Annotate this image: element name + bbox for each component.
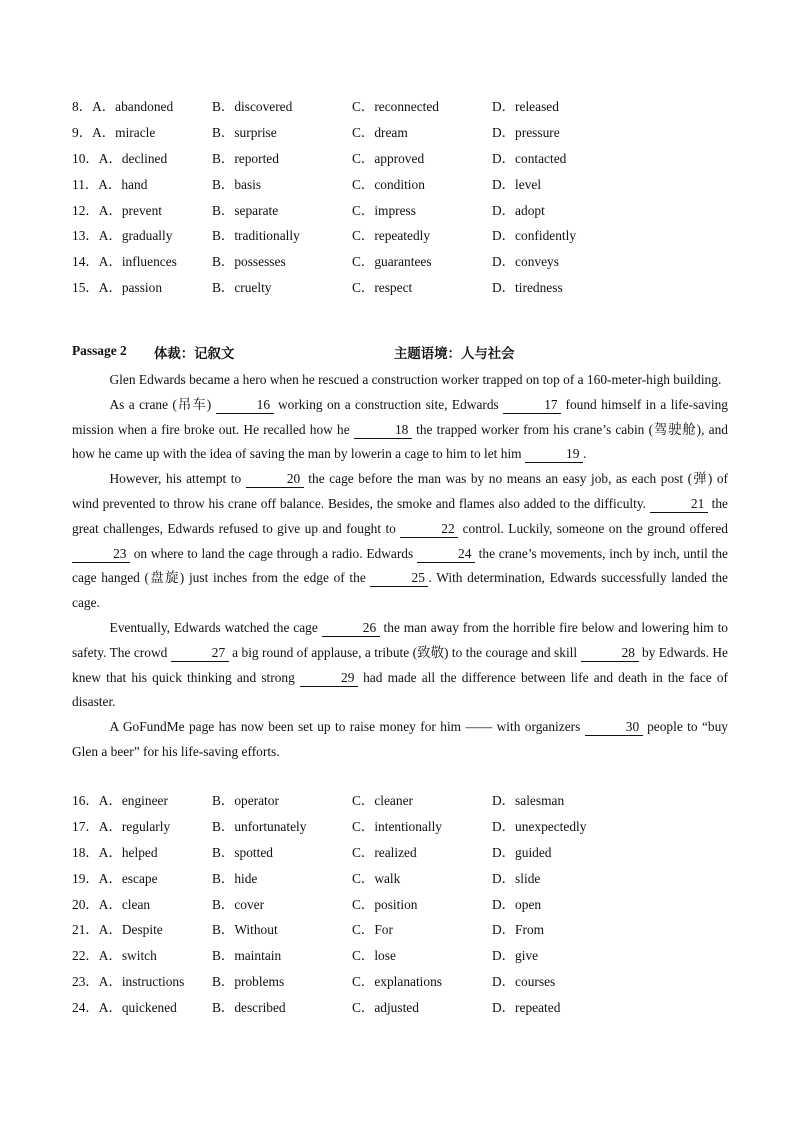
question-number: 14． <box>72 254 99 270</box>
passage-text-run: . With determination, Edwards successfully landed the cage. <box>72 570 728 611</box>
option-a-text: A．miracle <box>92 124 156 140</box>
option-a <box>72 919 163 938</box>
option-a-text: A．passion <box>98 280 163 296</box>
option-a <box>72 971 184 990</box>
blank-28: 28 <box>581 645 639 662</box>
option-a <box>72 894 150 913</box>
option-c: C．dream <box>352 124 408 140</box>
passage-text-run: working on a construction site, Edwards <box>273 396 504 412</box>
question-row <box>72 251 732 277</box>
option-a-text: A．helped <box>98 844 158 860</box>
option-c: C．reconnected <box>352 99 439 114</box>
option-b: B．cover <box>212 896 265 912</box>
blank-23: 23 <box>72 546 130 563</box>
option-a-text: A．quickened <box>98 1000 177 1016</box>
question-row <box>72 894 732 920</box>
question-row <box>72 816 732 842</box>
option-c: C．lose <box>352 948 396 964</box>
option-a-text: A．instructions <box>98 974 185 990</box>
question-row <box>72 200 732 226</box>
option-a-text: A．engineer <box>98 793 168 808</box>
option-d: D．slide <box>492 870 541 886</box>
blank-18: 18 <box>354 422 412 439</box>
passage-paragraph <box>72 393 728 467</box>
passage-text-run: Eventually, Edwards watched the cage <box>109 619 322 635</box>
passage-text-run: had made all the difference between life and death in the face of disaster. <box>72 669 728 710</box>
question-row <box>72 971 732 997</box>
question-number: 22． <box>72 948 99 964</box>
option-c: C．respect <box>352 280 413 296</box>
passage-text-run: Glen Edwards became a hero when he rescued a construction worker trapped on top of a 160-meter-high building. <box>109 372 722 387</box>
option-d: D．guided <box>492 844 552 860</box>
passage-text-run: people to “buy Glen a beer” for his life-saving efforts. <box>72 719 728 759</box>
blank-19: 19 <box>525 446 583 463</box>
option-a <box>72 251 177 270</box>
question-row <box>72 945 732 971</box>
option-d: D．released <box>492 99 559 114</box>
option-d: D．give <box>492 948 539 964</box>
option-a <box>72 945 157 964</box>
option-b: B．unfortunately <box>212 818 307 834</box>
option-b: B．maintain <box>212 948 282 964</box>
blank-25: 25 <box>370 570 428 587</box>
option-a <box>72 96 173 115</box>
option-c: C．realized <box>352 844 417 860</box>
option-b: B．Without <box>212 922 278 938</box>
option-a <box>72 868 158 887</box>
passage-paragraph <box>72 368 728 393</box>
passage-theme: 主题语境：人与社会 <box>394 346 515 361</box>
option-a-text: A．Despite <box>98 922 163 938</box>
passage-header <box>72 343 732 363</box>
option-d: D．pressure <box>492 124 560 140</box>
question-row <box>72 790 732 816</box>
passage-genre: 体裁：记叙文 <box>154 346 235 361</box>
option-a-text: A．escape <box>98 870 158 886</box>
question-number: 12． <box>72 202 99 218</box>
question-number: 17． <box>72 818 99 834</box>
option-a <box>72 122 155 141</box>
question-row <box>72 919 732 945</box>
blank-22: 22 <box>400 521 458 538</box>
passage-paragraph <box>72 715 728 765</box>
question-number: 16． <box>72 793 99 808</box>
option-d: D．level <box>492 176 542 192</box>
passage-paragraph <box>72 616 728 715</box>
passage-text-run: control. Luckily, someone on the ground offered <box>458 520 728 536</box>
question-row <box>72 122 732 148</box>
option-b: B．surprise <box>212 124 277 140</box>
options-table-bottom <box>72 790 732 1023</box>
option-c: C．approved <box>352 150 425 166</box>
option-a-text: A．switch <box>98 948 157 964</box>
option-a <box>72 225 172 244</box>
blank-21: 21 <box>650 496 708 513</box>
question-row <box>72 148 732 174</box>
blank-30: 30 <box>585 719 643 736</box>
blank-26: 26 <box>322 620 380 637</box>
question-number: 9． <box>72 124 93 140</box>
question-number: 24． <box>72 1000 99 1016</box>
option-c: C．adjusted <box>352 1000 419 1016</box>
option-c: C．guarantees <box>352 254 432 270</box>
option-d: D．contacted <box>492 150 567 166</box>
option-d: D．conveys <box>492 254 559 270</box>
option-a-text: A．hand <box>98 176 148 192</box>
option-a-text: A．regularly <box>98 818 171 834</box>
option-d: D．adopt <box>492 202 545 218</box>
passage-text <box>72 368 728 765</box>
option-a-text: A．abandoned <box>92 99 174 114</box>
passage-paragraph <box>72 467 728 616</box>
question-number: 15． <box>72 280 99 296</box>
option-d: D．confidently <box>492 228 577 244</box>
question-row <box>72 277 732 303</box>
option-d: D．unexpectedly <box>492 818 587 834</box>
question-row <box>72 174 732 200</box>
blank-16: 16 <box>216 397 274 414</box>
option-a <box>72 174 147 193</box>
option-a-text: A．clean <box>98 896 151 912</box>
option-a <box>72 842 158 861</box>
option-b: B．described <box>212 1000 286 1016</box>
option-d: D．repeated <box>492 1000 561 1016</box>
option-b: B．hide <box>212 870 258 886</box>
option-b: B．operator <box>212 793 279 808</box>
question-number: 13． <box>72 228 99 244</box>
option-b: B．spotted <box>212 844 274 860</box>
passage-text-run: the cage before the man was by no means an easy job, as each post (弹) of wind prevented to throw his crane off balance. Besides, the smoke and flames also added to the difficulty. <box>72 471 728 511</box>
question-number: 23． <box>72 974 99 990</box>
passage-text-run: the man away from the horrible fire below and lowering him to safety. The crowd <box>72 619 728 660</box>
option-c: C．impress <box>352 202 416 218</box>
question-row <box>72 997 732 1023</box>
passage-text-run: by Edwards. He knew that his quick thinking and strong <box>72 644 728 685</box>
option-c: C．intentionally <box>352 818 443 834</box>
option-d: D．courses <box>492 974 556 990</box>
option-a-text: A．declined <box>98 150 168 166</box>
option-a <box>72 148 167 167</box>
passage-text-run: the crane’s movements, inch by inch, until the cage hanged (盘旋) just inches from the edge of the <box>72 545 728 586</box>
question-number: 20． <box>72 896 99 912</box>
option-b: B．reported <box>212 150 279 166</box>
question-row <box>72 842 732 868</box>
question-number: 8． <box>72 99 93 114</box>
passage-text-run: a big round of applause, a tribute (致敬) to the courage and skill <box>228 644 581 660</box>
question-number: 10． <box>72 150 99 166</box>
option-d: D．open <box>492 896 542 912</box>
option-a-text: A．influences <box>98 254 177 270</box>
passage-text-run: found himself in a life-saving mission when a fire broke out. He recalled how he <box>72 396 728 437</box>
option-b: B．problems <box>212 974 285 990</box>
option-d: D．salesman <box>492 793 565 808</box>
question-row <box>72 868 732 894</box>
option-c: C．For <box>352 922 393 938</box>
option-d: D．tiredness <box>492 280 563 296</box>
passage-label: Passage 2 <box>72 343 127 358</box>
option-b: B．separate <box>212 202 279 218</box>
passage-text-run: . <box>582 446 587 462</box>
option-b: B．traditionally <box>212 228 300 244</box>
option-c: C．position <box>352 896 418 912</box>
question-number: 19． <box>72 870 99 886</box>
option-b: B．cruelty <box>212 280 272 296</box>
blank-29: 29 <box>300 670 358 687</box>
option-a <box>72 790 168 809</box>
question-number: 21． <box>72 922 99 938</box>
passage-text-run: As a crane (吊车) <box>109 396 216 412</box>
option-b: B．possesses <box>212 254 286 270</box>
blank-27: 27 <box>171 645 229 662</box>
option-c: C．walk <box>352 870 401 886</box>
question-number: 18． <box>72 844 99 860</box>
option-c: C．condition <box>352 176 425 192</box>
option-a <box>72 200 162 219</box>
option-d: D．From <box>492 922 545 938</box>
option-b: B．basis <box>212 176 262 192</box>
option-a <box>72 277 162 296</box>
passage-text-run: A GoFundMe page has now been set up to raise money for him —— with organizers <box>109 719 585 735</box>
passage-text-run: the trapped worker from his crane’s cabin (驾驶舱), and how he came up with the idea of saving the man by lowerin a cage to him to let him <box>72 421 728 462</box>
blank-17: 17 <box>503 397 561 414</box>
option-a-text: A．prevent <box>98 202 162 218</box>
option-b: B．discovered <box>212 99 293 114</box>
blank-20: 20 <box>246 471 304 488</box>
option-a <box>72 997 177 1016</box>
passage-text-run: the great challenges, Edwards refused to give up and fought to <box>72 495 729 536</box>
question-row <box>72 225 732 251</box>
option-a <box>72 816 170 835</box>
option-a-text: A．gradually <box>98 228 173 244</box>
passage-text-run: on where to land the cage through a radio. Edwards <box>130 545 417 561</box>
passage-text-run: However, his attempt to <box>109 471 246 487</box>
option-c: C．cleaner <box>352 793 413 808</box>
question-row <box>72 96 732 122</box>
question-number: 11． <box>72 176 99 192</box>
option-c: C．repeatedly <box>352 228 431 244</box>
blank-24: 24 <box>417 546 475 563</box>
options-table-top <box>72 96 732 303</box>
option-c: C．explanations <box>352 974 443 990</box>
